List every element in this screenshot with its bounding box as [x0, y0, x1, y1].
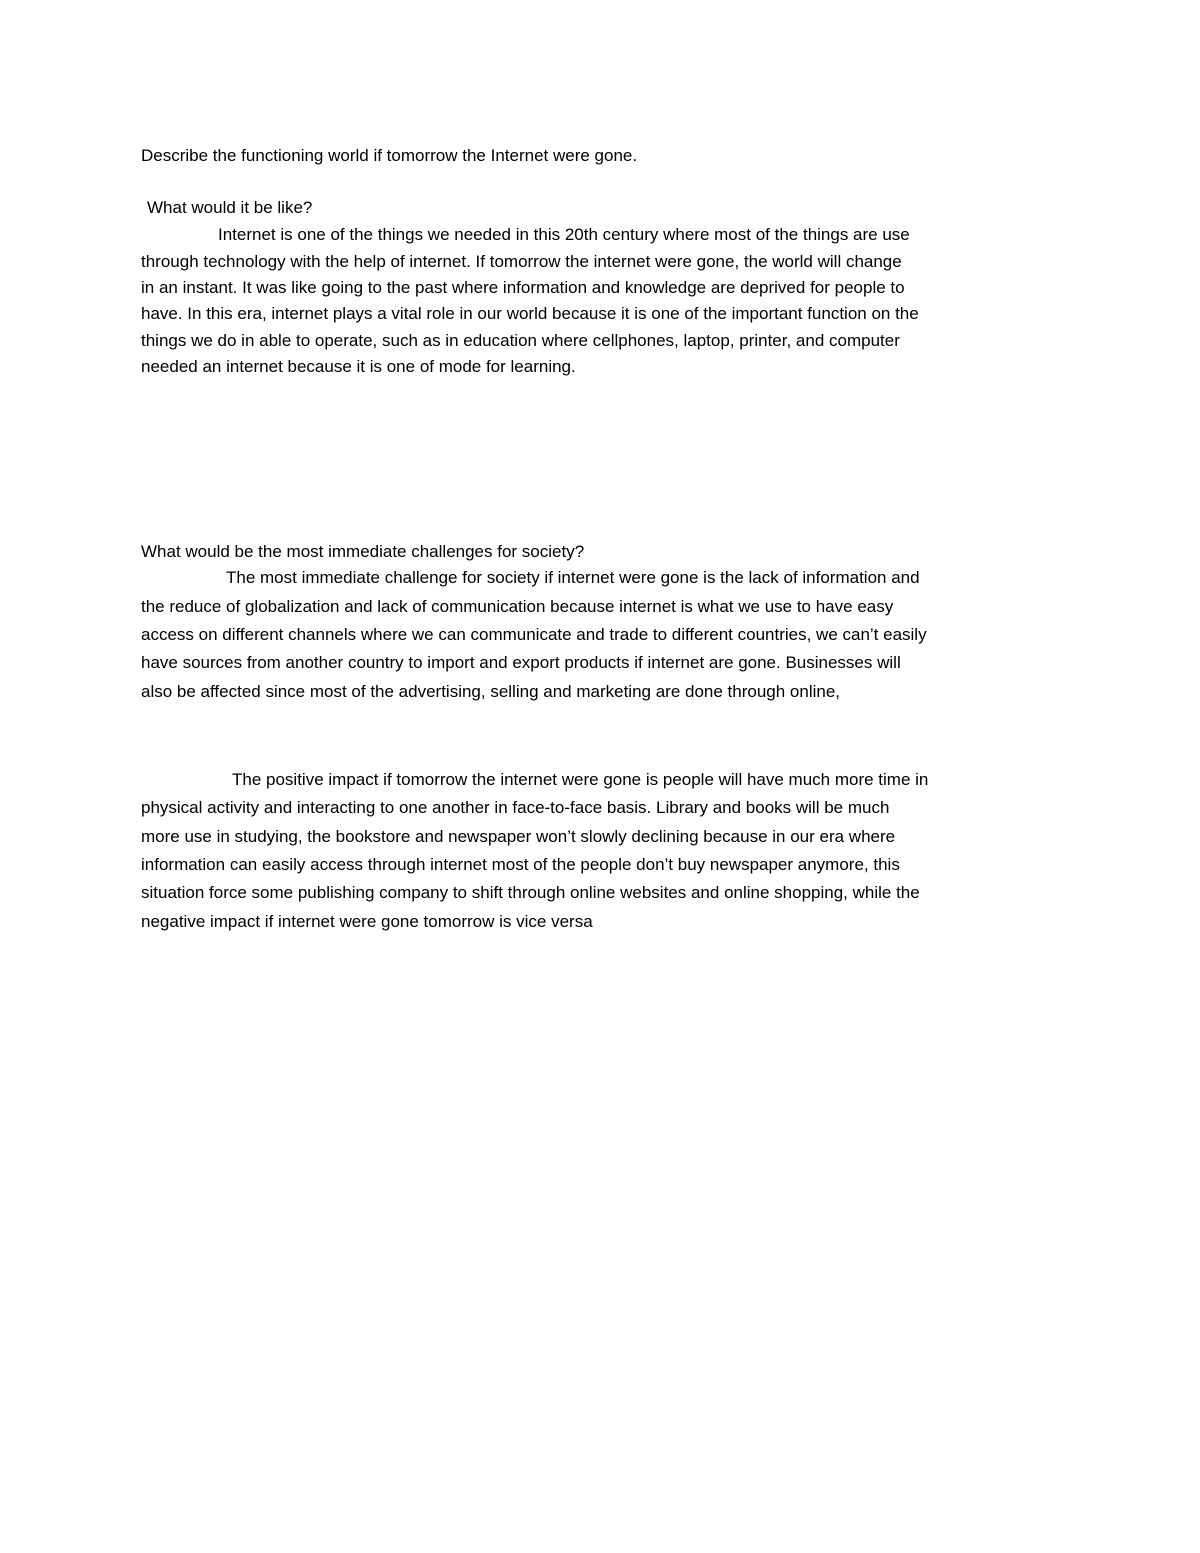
paragraph3-line: situation force some publishing company to shift through online websites and online shopping, while the: [141, 883, 920, 902]
paragraph3-line: negative impact if internet were gone tomorrow is vice versa: [141, 912, 593, 931]
question-what-would-it-be-like: What would it be like?: [147, 198, 313, 217]
paragraph2-line: have sources from another country to import and export products if internet are gone. Businesses will: [141, 653, 901, 672]
paragraph1-line: in an instant. It was like going to the past where information and knowledge are deprived for people to: [141, 278, 905, 297]
paragraph2-line: also be affected since most of the advertising, selling and marketing are done through online,: [141, 682, 841, 701]
paragraph2-line: The most immediate challenge for society if internet were gone is the lack of information and: [226, 568, 920, 587]
paragraph1-line: have. In this era, internet plays a vital role in our world because it is one of the important function on the: [141, 304, 919, 323]
paragraph2-line: access on different channels where we can communicate and trade to different countries, we can’t easily: [141, 625, 927, 644]
paragraph1-line: Internet is one of the things we needed in this 20th century where most of the things are use: [218, 225, 910, 244]
paragraph2-line: the reduce of globalization and lack of communication because internet is what we use to have easy: [141, 597, 894, 616]
paragraph3-line: more use in studying, the bookstore and newspaper won’t slowly declining because in our era where: [141, 827, 896, 846]
paragraph1-line: things we do in able to operate, such as in education where cellphones, laptop, printer, and computer: [141, 331, 900, 350]
document-title-line: Describe the functioning world if tomorrow the Internet were gone.: [141, 146, 638, 165]
paragraph3-line: The positive impact if tomorrow the internet were gone is people will have much more time in: [232, 770, 929, 789]
paragraph1-line: through technology with the help of internet. If tomorrow the internet were gone, the world will change: [141, 252, 902, 271]
question-immediate-challenges: What would be the most immediate challenges for society?: [141, 542, 585, 561]
paragraph1-line: needed an internet because it is one of mode for learning.: [141, 357, 576, 376]
paragraph3-line: physical activity and interacting to one another in face-to-face basis. Library and books will be much: [141, 798, 890, 817]
paragraph3-line: information can easily access through internet most of the people don’t buy newspaper anymore, this: [141, 855, 900, 874]
